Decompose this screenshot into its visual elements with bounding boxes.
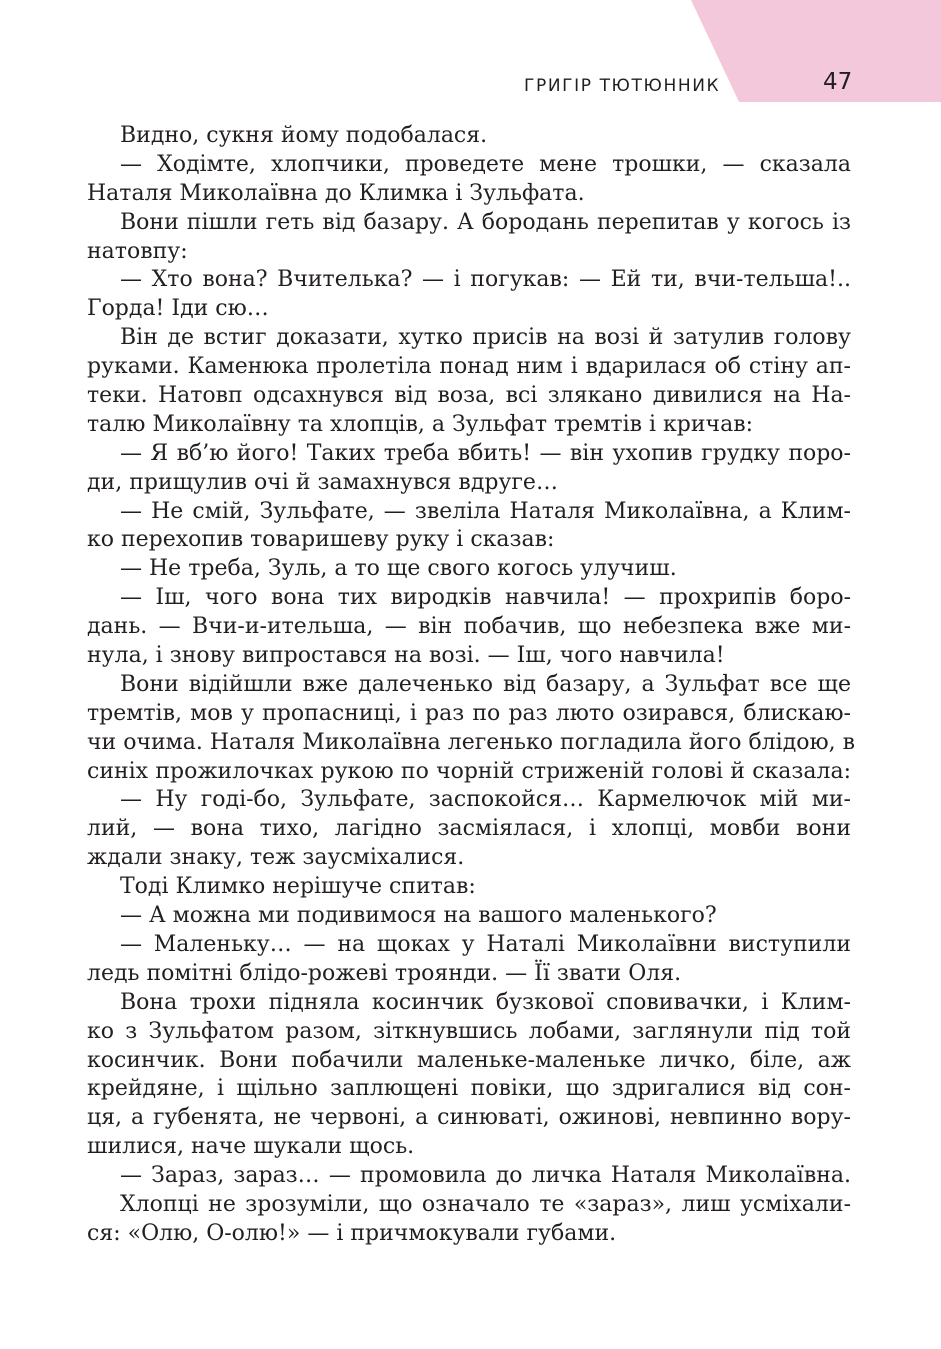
text-line: — Маленьку… — на щоках у Наталі Миколаївни виступили (120, 931, 851, 957)
text-line: — Ну годі-бо, Зульфате, заспокойся… Кармелючок мій ми- (120, 787, 851, 813)
text-line: ждали знаку, теж заусміхалися. (87, 845, 465, 871)
text-line: — Іш, чого вона тих виродків навчила! — прохрипів боро- (120, 585, 851, 611)
text-line: нула, і знову випростався на возі. — Іш, чого навчила! (87, 643, 725, 669)
text-line: лий, — вона тихо, лагідно засміялася, і хлопці, мовби вони (87, 816, 851, 842)
text-line: Хлопці не зрозуміли, що означало те «зараз», лиш усміхали- (120, 1191, 851, 1217)
text-line: талю Миколаївну та хлопців, а Зульфат тремтів і кричав: (87, 411, 754, 437)
text-line: натовпу: (87, 238, 188, 264)
text-line: ко перехопив товаришеву руку і сказав: (87, 527, 555, 553)
text-line: ся: «Олю, О-олю!» — і причмокували губами. (87, 1220, 617, 1246)
text-line: — А можна ми подивимося на вашого маленького? (120, 903, 717, 929)
text-line: тремтів, мов у пропасниці, і раз по раз люто озирався, блискаю- (87, 700, 851, 726)
text-line: руками. Каменюка пролетіла понад ним і вдарилася об стіну ап- (87, 354, 851, 380)
text-line: — Не треба, Зуль, а то ще свого когось улучиш. (120, 556, 677, 582)
text-line: теки. Натовп одсахнувся від воза, всі злякано дивилися на На- (87, 383, 851, 409)
text-line: шилися, наче шукали щось. (87, 1134, 415, 1160)
text-line: — Не смій, Зульфате, — звеліла Наталя Миколаївна, а Клим- (120, 498, 851, 524)
running-head: ГРИГІР ТЮТЮННИК (524, 76, 721, 96)
text-line: ко з Зульфатом разом, зіткнувшись лобами, заглянули під той (87, 1018, 851, 1044)
page-corner-tab (691, 0, 941, 102)
text-line: ледь помітні блідо-рожеві троянди. — Її звати Оля. (87, 960, 682, 986)
text-body (87, 122, 856, 1249)
text-line: Наталя Миколаївна до Климка і Зульфата. (87, 180, 585, 206)
text-line: крейдяне, і щільно заплющені повіки, що здригалися від сон- (87, 1076, 851, 1102)
text-line: ця, а губенята, не червоні, а синюваті, ожинові, невпинно вору- (87, 1105, 851, 1131)
text-line: Він де встиг доказати, хутко присів на возі й затулив голову (120, 325, 851, 351)
text-line: — Зараз, зараз… — промовила до личка Наталя Миколаївна. (120, 1163, 851, 1189)
text-line: Видно, сукня йому подобалася. (120, 123, 488, 148)
text-line: дань. — Вчи-и-ительша, — він побачив, що небезпека вже ми- (87, 614, 851, 640)
text-line: — Я вб’ю його! Таких треба вбить! — він ухопив грудку поро- (120, 440, 851, 466)
text-line: Горда! Іди сю… (87, 296, 269, 322)
page-number: 47 (823, 69, 853, 95)
text-line: — Ходімте, хлопчики, проведете мене трошки, — сказала (120, 151, 851, 177)
text-line: косинчик. Вони побачили маленьке-маленьке личко, біле, аж (87, 1047, 851, 1073)
text-line: Вони пішли геть від базару. А бородань перепитав у когось із (120, 209, 851, 235)
text-line: Вона трохи підняла косинчик бузкової сповивачки, і Клим- (120, 989, 851, 1015)
text-line: Вони відійшли вже далеченько від базару, а Зульфат все ще (120, 671, 851, 697)
text-line: — Хто вона? Вчителька? — і погукав: — Ей ти, вчи-тельша!.. (120, 267, 851, 293)
text-line: Тоді Климко нерішуче спитав: (120, 874, 476, 900)
text-line: ди, прищулив очі й замахнувся вдруге… (87, 469, 558, 495)
text-line: синіх прожилочках рукою по чорній стриженій голові й сказала: (87, 758, 851, 784)
text-line: чи очима. Наталя Миколаївна легенько погладила його блідою, в (87, 729, 856, 755)
